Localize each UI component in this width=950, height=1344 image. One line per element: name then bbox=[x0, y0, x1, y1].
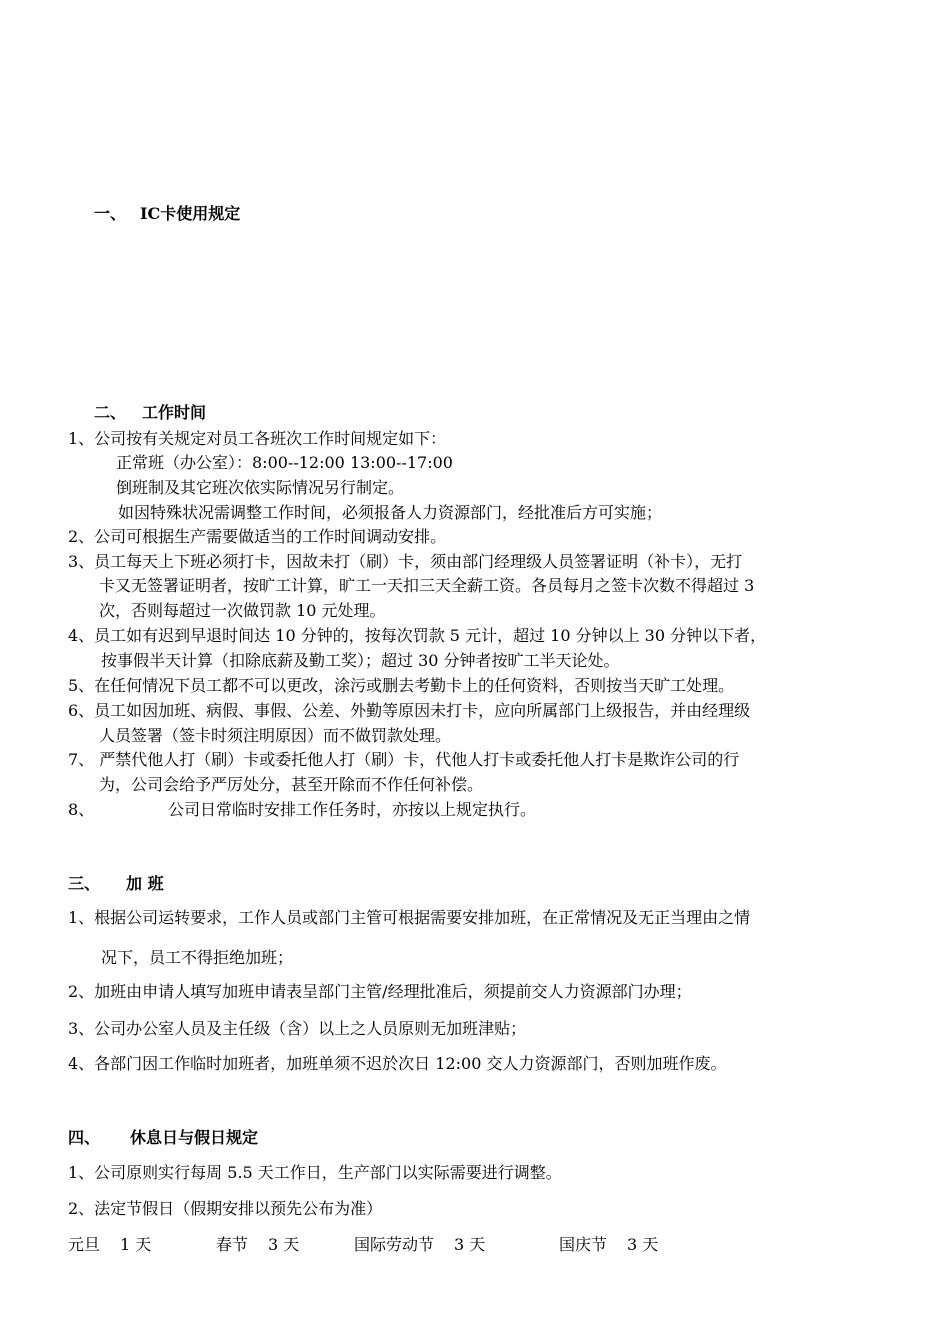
s2-item-2: 2、公司可根据生产需要做适当的工作时间调动安排。 bbox=[68, 527, 447, 546]
s2-item-5: 5、在任何情况下员工都不可以更改，涂污或删去考勤卡上的任何资料，否则按当天旷工处理。 bbox=[68, 676, 735, 695]
s2-item-4-line-2: 按事假半天计算（扣除底薪及勤工奖）；超过 30 分钟者按旷工半天论处。 bbox=[101, 651, 620, 670]
holiday-labor-day bbox=[354, 1237, 485, 1253]
s2-item-1-shift-system: 倒班制及其它班次依实际情况另行制定。 bbox=[116, 478, 405, 497]
s3-item-4: 4、各部门因工作临时加班者，加班单须不迟於次日 12:00 交人力资源部门，否则加班作废。 bbox=[68, 1054, 727, 1073]
s2-item-1-regular-shift: 正常班（办公室）：8:00--12:00 13:00--17:00 bbox=[116, 453, 453, 472]
holiday-new-year bbox=[68, 1237, 151, 1253]
s2-item-1: 1、公司按有关规定对员工各班次工作时间规定如下： bbox=[68, 429, 447, 448]
s2-item-1-special-case: 如因特殊状况需调整工作时间，必须报备人力资源部门，经批准后方可实施； bbox=[118, 503, 663, 522]
s4-item-1: 1、公司原则实行每周 5.5 天工作日，生产部门以实际需要进行调整。 bbox=[68, 1163, 562, 1182]
holiday-spring-festival bbox=[216, 1237, 299, 1253]
s4-item-2: 2、法定节假日（假期安排以预先公布为准） bbox=[68, 1199, 383, 1218]
section-2-title: 工作时间 bbox=[142, 403, 207, 422]
s3-item-1-line-2: 况下，员工不得拒绝加班； bbox=[101, 948, 294, 967]
holiday-name: 春节 bbox=[216, 1235, 249, 1254]
section-4-number: 四、 bbox=[68, 1128, 101, 1147]
s2-item-3-line-3: 次，否则每超过一次做罚款 10 元处理。 bbox=[99, 601, 386, 620]
s2-item-7-line-1: 7、 严禁代他人打（刷）卡或委托他人打（刷）卡，代他人打卡或委托他人打卡是欺诈公司的行 bbox=[68, 750, 740, 769]
holiday-name: 国庆节 bbox=[559, 1235, 608, 1254]
section-4-title: 休息日与假日规定 bbox=[130, 1128, 259, 1147]
s3-item-1-line-1: 1、根据公司运转要求，工作人员或部门主管可根据需要安排加班，在正常情况及无正当理由之情 bbox=[68, 908, 751, 927]
holiday-days: 3 天 bbox=[268, 1235, 300, 1254]
holiday-name: 国际劳动节 bbox=[354, 1235, 435, 1254]
holiday-days: 3 天 bbox=[454, 1235, 486, 1254]
s2-item-3-line-2: 卡又无签署证明者，按旷工计算，旷工一天扣三天全薪工资。各员每月之签卡次数不得超过 3 bbox=[99, 576, 755, 595]
s2-item-7-line-2: 为，公司会给予严厉处分，甚至开除而不作任何补偿。 bbox=[99, 775, 484, 794]
section-1-number: 一、 bbox=[94, 204, 127, 223]
s2-item-6-line-2: 人员签署（签卡时须注明原因）而不做罚款处理。 bbox=[99, 726, 452, 745]
s2-item-4-line-1: 4、员工如有迟到早退时间达 10 分钟的，按每次罚款 5 元计，超过 10 分钟以上 30 分钟以下者， bbox=[68, 626, 767, 645]
holiday-national-day bbox=[559, 1237, 658, 1253]
section-3-number: 三、 bbox=[68, 874, 101, 893]
s2-item-8: 公司日常临时安排工作任务时，亦按以上规定执行。 bbox=[168, 800, 537, 819]
holiday-days: 3 天 bbox=[627, 1235, 659, 1254]
s2-item-8-number: 8、 bbox=[68, 800, 95, 819]
section-2-number: 二、 bbox=[94, 403, 127, 422]
s2-item-6-line-1: 6、员工如因加班、病假、事假、公差、外勤等原因未打卡，应向所属部门上级报告，并由经理级 bbox=[68, 701, 751, 720]
holiday-days: 1 天 bbox=[120, 1235, 152, 1254]
s2-item-3-line-1: 3、员工每天上下班必须打卡，因故未打（刷）卡，须由部门经理级人员签署证明（补卡），无打 bbox=[68, 552, 743, 571]
s3-item-3: 3、公司办公室人员及主任级（含）以上之人员原则无加班津贴； bbox=[68, 1019, 527, 1038]
holiday-name: 元旦 bbox=[68, 1235, 101, 1254]
s3-item-2: 2、加班由申请人填写加班申请表呈部门主管/经理批准后，须提前交人力资源部门办理； bbox=[68, 982, 692, 1001]
section-3-title: 加 班 bbox=[126, 874, 164, 893]
section-1-title: IC卡使用规定 bbox=[140, 204, 241, 223]
